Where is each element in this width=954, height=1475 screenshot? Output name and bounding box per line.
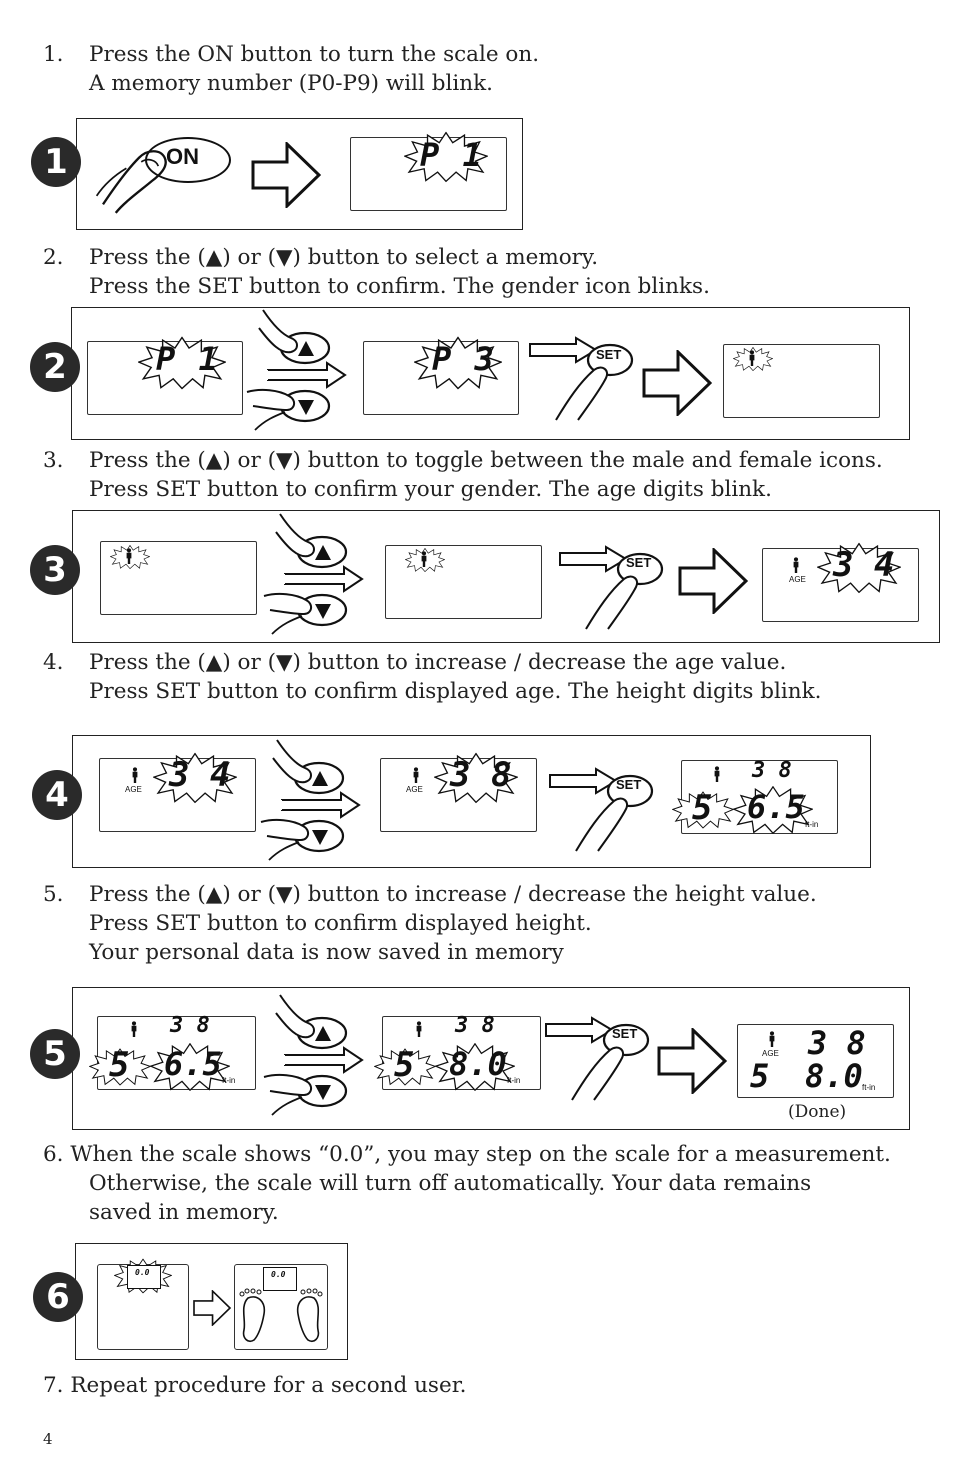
ft-in-label: ft-in [805, 820, 819, 829]
lcd-inch-value: 6.5 [747, 788, 805, 826]
person-icon [792, 557, 800, 573]
up-down-buttons-icon [262, 512, 372, 637]
set-finger-icon [528, 336, 638, 421]
step-badge-6: 6 [33, 1272, 83, 1322]
step-badge-1: 1 [31, 137, 81, 187]
step-4-text: 4. Press the (▲) or (▼) button to increase / decrease the age value. Press SET button to confirm displayed age. The height digits blink. [43, 650, 822, 704]
lcd-age-value-small: 3 8 [752, 758, 792, 783]
up-down-buttons-icon [259, 738, 369, 863]
step-6-text: 6. When the scale shows “0.0”, you may step on the scale for a measurement. Otherwise, the scale will turn off automatically. Your data remains saved in memory. [43, 1142, 891, 1225]
lcd-age-value-small: 3 8 [455, 1013, 495, 1038]
set-finger-icon [548, 767, 658, 852]
age-label: AGE [762, 1049, 779, 1058]
arrow-right-icon [678, 548, 748, 614]
step-badge-4: 4 [32, 770, 82, 820]
set-button-label: SET [626, 555, 652, 570]
set-finger-icon [544, 1016, 654, 1101]
page-number: 4 [43, 1430, 53, 1448]
ft-in-label: ft-in [222, 1076, 236, 1085]
person-icon [415, 1021, 423, 1037]
lcd-feet-value: 5 [394, 1045, 415, 1085]
lcd-feet-value: 5 [109, 1045, 130, 1085]
person-icon [131, 767, 139, 783]
person-icon [412, 767, 420, 783]
step-badge-2: 2 [30, 342, 80, 392]
person-icon [748, 350, 756, 366]
step-badge-5: 5 [30, 1029, 80, 1079]
on-button-label: ON [166, 144, 199, 169]
step-2-text: 2. Press the (▲) or (▼) button to select a memory. Press the SET button to confirm. The gender icon blinks. [43, 245, 710, 299]
up-down-buttons-icon [262, 993, 372, 1118]
step-3-text: 3. Press the (▲) or (▼) button to toggle between the male and female icons. Press SET button to confirm your gender. The age digits blink. [43, 448, 883, 502]
lcd-age-value: 3 4 [833, 545, 895, 585]
footprints-icon [236, 1290, 326, 1346]
set-button-label: SET [612, 1026, 638, 1041]
lcd-age-value-small: 3 8 [170, 1013, 210, 1038]
lcd-age-value: 3 4 [169, 755, 231, 795]
set-button-label: SET [616, 777, 642, 792]
up-down-buttons-icon [245, 308, 355, 433]
lcd-feet-value: 5 [750, 1057, 770, 1095]
step-5-text: 5. Press the (▲) or (▼) button to increase / decrease the height value. Press SET button to confirm displayed height. Your personal data is now saved in memory [43, 882, 817, 965]
person-icon [713, 766, 721, 782]
step-1-text: 1. Press the ON button to turn the scale on. A memory number (P0-P9) will blink. [43, 42, 540, 96]
ft-in-label: ft-in [862, 1083, 876, 1092]
lcd-inch-value: 8.0 [805, 1057, 863, 1095]
person-icon [130, 1021, 138, 1037]
age-label: AGE [125, 785, 142, 794]
scale-zero-value: 0.0 [271, 1270, 286, 1279]
lcd-age-value: 3 8 [450, 755, 512, 795]
set-button-label: SET [596, 347, 622, 362]
arrow-right-icon [642, 350, 712, 416]
person-icon [125, 548, 133, 564]
lcd-memory-value: P 1 [420, 136, 484, 174]
arrow-right-icon [657, 1028, 727, 1094]
step-7-text: 7. Repeat procedure for a second user. [43, 1373, 467, 1398]
ft-in-label: ft-in [507, 1076, 521, 1085]
lcd-inch-value: 8.0 [449, 1045, 507, 1083]
lcd-memory-value: P 1 [156, 340, 220, 378]
lcd-memory-value: P 3 [432, 340, 496, 378]
person-icon [420, 551, 428, 567]
set-finger-icon [558, 545, 668, 630]
lcd-feet-value: 5 [692, 788, 713, 828]
lcd-age-value: 3 8 [808, 1024, 866, 1062]
scale-zero-value: 0.0 [135, 1268, 150, 1277]
scale-display [127, 1265, 161, 1289]
age-label: AGE [789, 575, 806, 584]
lcd-inch-value: 6.5 [164, 1045, 222, 1083]
done-label: (Done) [788, 1102, 847, 1122]
person-icon [768, 1031, 776, 1047]
step-badge-3: 3 [30, 545, 80, 595]
age-label: AGE [406, 785, 423, 794]
arrow-right-icon [248, 142, 324, 208]
scale-display [263, 1267, 297, 1291]
arrow-right-icon [192, 1290, 232, 1326]
